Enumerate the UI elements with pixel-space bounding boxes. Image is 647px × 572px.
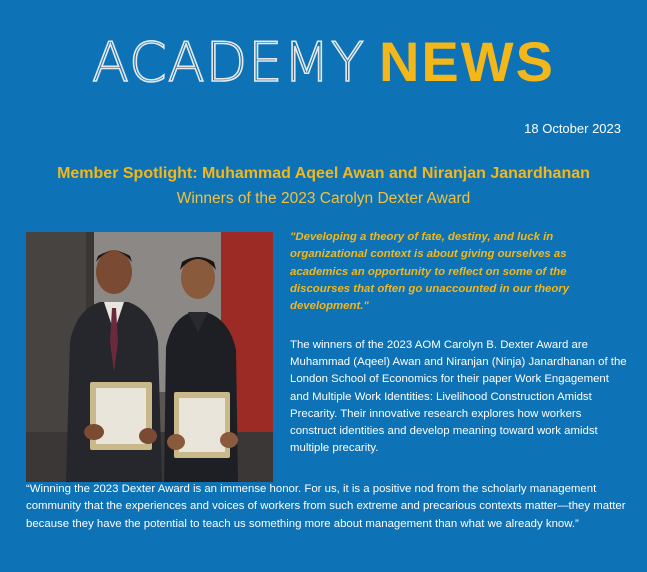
masthead-news: NEWS (378, 30, 555, 93)
article-subheadline: Winners of the 2023 Carolyn Dexter Award (176, 190, 471, 207)
featured-quote: "Developing a theory of fate, destiny, and luck in organizational context is about giving ourselves as academics an opportunity to reflect on some of the discourses that often go unaccounted in our theory development." (290, 231, 570, 313)
article-headline: Member Spotlight: Muhammad Aqeel Awan and Niranjan Janardhanan (57, 165, 590, 182)
issue-date: 18 October 2023 (524, 121, 621, 136)
article-body-paragraph: The winners of the 2023 AOM Carolyn B. Dexter Award are Muhammad (Aqeel) Awan and Niranjan (Ninja) Janardhanan of the London School of Economics for their paper Work Engagement and Multiple Work Identities: Livelihood Construction Amidst Precarity. Their innovative research explores how workers construct identities and develop meaning toward work amidst multiple precarity. (290, 339, 627, 455)
winner-statement-paragraph: “Winning the 2023 Dexter Award is an immense honor. For us, it is a positive nod from the scholarly management community that the experiences and voices of workers from such extreme and precarious contexts matter—they matter because they have the potential to teach us something more about management than what we already know.” (26, 483, 626, 530)
masthead-academy: ACADEMY (92, 31, 365, 94)
award-winners-photo (26, 232, 273, 482)
masthead (0, 30, 647, 94)
photo-illustration (26, 232, 273, 482)
